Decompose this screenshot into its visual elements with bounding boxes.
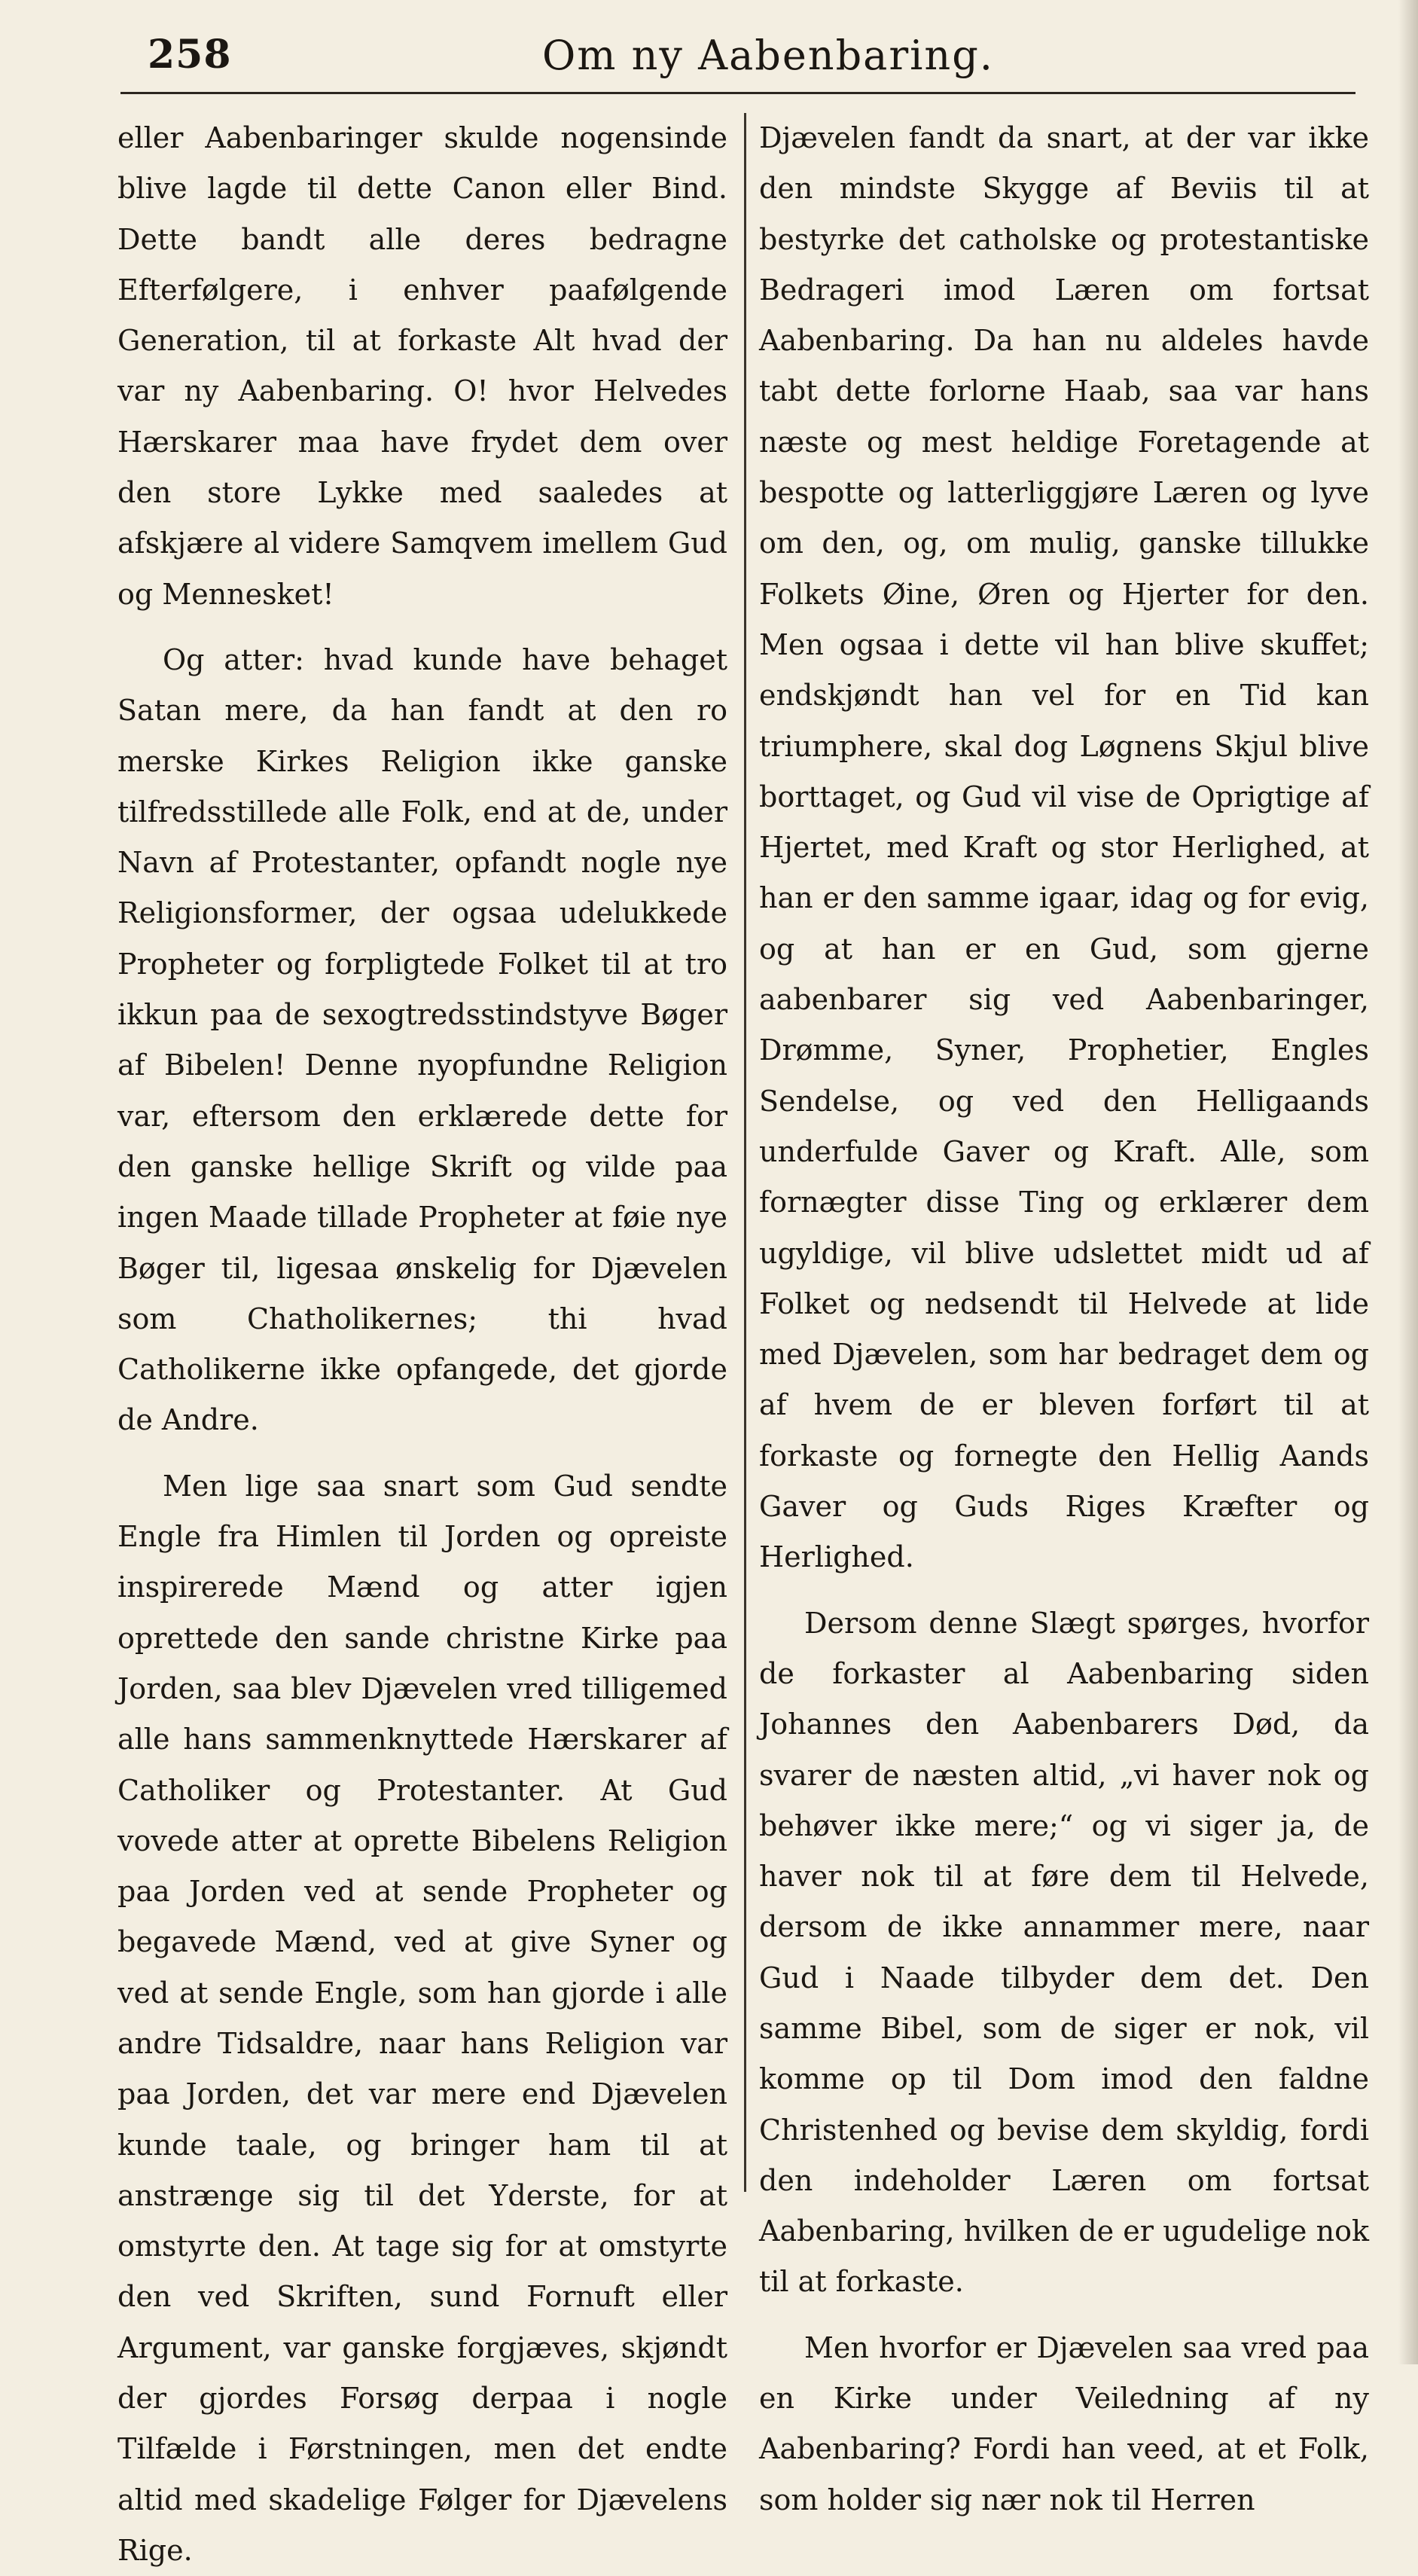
paragraph: Men hvorfor er Djævelen saa vred paa en Kirke under Veiledning af ny Aabenbaring? Fordi han veed, at et Folk, som holder sig nær nok til Herren: [759, 2330, 1369, 2516]
right-text-column: [759, 113, 1369, 2526]
paragraph: eller Aabenbaringer skulde nogensinde blive lagde til dette Canon eller Bind. Dette bandt alle deres bedragne Efterfølgere, i enhver paafølgende Generation, til at forkaste Alt hvad der var ny Aabenbaring. O! hvor Helvedes Hærskarer maa have frydet dem over den store Lykke med saaledes at afskjære al videre Samqvem imellem Gud og Mennesket!: [117, 121, 727, 611]
running-head: Om ny Aabenbaring.: [542, 32, 994, 79]
page-header: [120, 32, 1355, 92]
paragraph: Og atter: hvad kunde have behaget Satan mere, da han fandt at den ro merske Kirkes Religion ikke ganske tilfredsstillede alle Folk, end at de, under Navn af Protestanter, opfandt nogle nye Religionsformer, der ogsaa udelukkede Propheter og forpligtede Folket til at tro ikkun paa de sexogtredsstindstyve Bøger af Bibelen! Denne nyopfundne Religion var, eftersom den erklærede dette for den ganske hellige Skrift og vilde paa ingen Maade tillade Propheter at føie nye Bøger til, ligesaa ønskelig for Djævelen som Chatholikernes; thi hvad Catholikerne ikke opfangede, det gjorde de Andre.: [117, 642, 727, 1437]
paragraph: Dersom denne Slægt spørges, hvorfor de forkaster al Aabenbaring siden Johannes den Aabenbarers Død, da svarer de næsten altid, „vi haver nok og behøver ikke mere;“ og vi siger ja, de haver nok til at føre dem til Helvede, dersom de ikke annammer mere, naar Gud i Naade tilbyder dem det. Den samme Bibel, som de siger er nok, vil komme op til Dom imod den faldne Christenhed og bevise dem skyldig, fordi den indeholder Læren om fortsat Aabenbaring, hvilken de er ugudelige nok til at forkaste.: [759, 1606, 1369, 2299]
left-text-column: [117, 113, 727, 2576]
column-divider: [744, 113, 746, 2192]
paragraph: Men lige saa snart som Gud sendte Engle fra Himlen til Jorden og opreiste inspirerede Mænd og atter igjen oprettede den sande christne Kirke paa Jorden, saa blev Djævelen vred tilligemed alle hans sammenknyttede Hærskarer af Catholiker og Protestanter. At Gud vovede atter at oprette Bibelens Religion paa Jorden ved at sende Propheter og begavede Mænd, ved at give Syner og ved at sende Engle, som han gjorde i alle andre Tidsaldre, naar hans Religion var paa Jorden, det var mere end Djævelen kunde taale, og bringer ham til at anstrænge sig til det Yderste, for at omstyrte den. At tage sig for at omstyrte den ved Skriften, sund Fornuft eller Argument, var ganske forgjæves, skjøndt der gjordes Forsøg derpaa i nogle Tilfælde i Førstningen, men det endte altid med skadelige Følger for Djævelens Rige.: [117, 1469, 727, 2567]
page-number: 258: [148, 32, 232, 78]
scan-edge-shadow: [1398, 0, 1418, 2364]
paragraph: Djævelen fandt da snart, at der var ikke den mindste Skygge af Beviis til at bestyrke det catholske og protestantiske Bedrageri imod Læren om fortsat Aabenbaring. Da han nu aldeles havde tabt dette forlorne Haab, saa var hans næste og mest heldige Foretagende at bespotte og latterliggjøre Læren og lyve om den, og, om mulig, ganske tillukke Folkets Øine, Øren og Hjerter for den. Men ogsaa i dette vil han blive skuffet; endskjøndt han vel for en Tid kan triumphere, skal dog Løgnens Skjul blive borttaget, og Gud vil vise de Oprigtige af Hjertet, med Kraft og stor Herlighed, at han er den samme igaar, idag og for evig, og at han er en Gud, som gjerne aabenbarer sig ved Aabenbaringer, Drømme, Syner, Prophetier, Engles Sendelse, og ved den Helligaands underfulde Gaver og Kraft. Alle, som fornægter disse Ting og erklærer dem ugyldige, vil blive udslettet midt ud af Folket og nedsendt til Helvede at lide med Djævelen, som har bedraget dem og af hvem de er bleven forført til at forkaste og fornegte den Hellig Aands Gaver og Guds Riges Kræfter og Herlighed.: [759, 121, 1369, 1574]
header-rule: [120, 92, 1355, 94]
